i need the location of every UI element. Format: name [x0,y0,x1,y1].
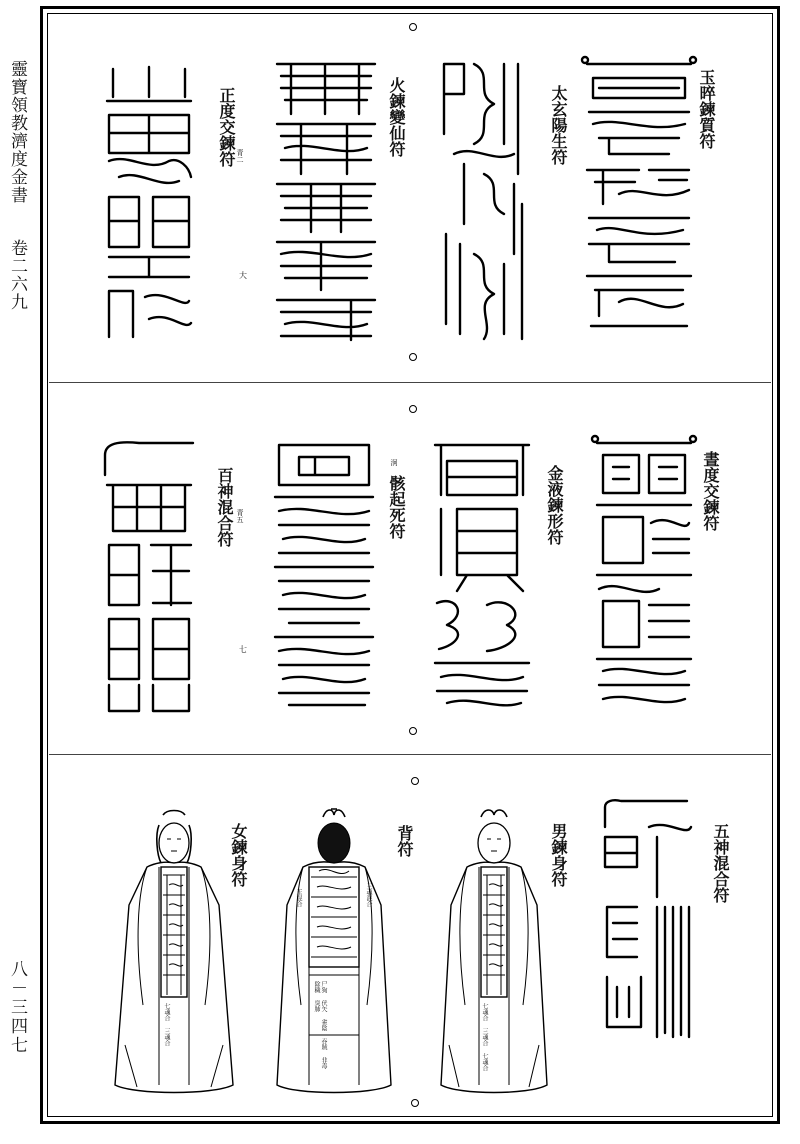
talisman-label: 晝度交鍊符 [701,451,720,531]
talisman-label: 太玄陽生符 [549,85,568,165]
talisman-label: 五神混合符 [711,823,730,903]
talisman-label: 骸起死符 [387,475,406,539]
talisman-mark: 七 [239,645,247,654]
talisman-label: 男鍊身符 [549,823,568,887]
talisman-label: 火鍊變仙符 [387,77,406,157]
ring-mark [411,1099,419,1107]
back-figure [269,805,399,1109]
book-title-margin [5,60,29,311]
talisman-drawing [597,797,697,1047]
back-inscription-lower: 尸狗 伏矢 雀陰 吞賊 非毒 除穢 臭肺 [313,981,327,1069]
sash-inscription: 七魂合 三魂合 七魂合 [481,1003,488,1071]
figures-panel [49,754,771,1122]
male-figure [429,805,559,1109]
talisman-drawing [271,54,381,344]
ring-mark [409,23,417,31]
talisman-drawing [99,57,199,347]
talisman-drawing [427,435,537,715]
sash-inscription: 七魂合 三魂合 [163,1003,170,1046]
talisman-drawing [579,54,699,334]
ring-mark [409,353,417,361]
ring-mark [411,777,419,785]
talisman-note: 青五 [236,509,244,523]
talisman-drawing [269,435,379,715]
volume-number: 卷二六九 [7,239,27,311]
talisman-note: 青二 [236,149,244,163]
back-inscription-left: 玉混合 [295,889,302,907]
book-title: 靈寶領教濟度金書 [7,60,27,204]
ring-mark [409,727,417,735]
talisman-note: 泂 [390,459,398,466]
talisman-label: 女鍊身符 [229,823,248,887]
talisman-label: 背符 [395,825,414,857]
talisman-label: 百神混合符 [215,467,234,547]
talisman-label: 玉晬鍊質符 [697,69,716,149]
back-inscription-right: 三魂混合 [365,883,372,907]
female-figure [109,805,239,1109]
talisman-mark: 大 [239,271,247,280]
talisman-drawing [434,54,534,344]
ring-mark [409,405,417,413]
page-frame [40,6,780,1124]
page-number: 八－三四七 [7,960,27,1055]
talisman-panel-2 [49,382,771,753]
talisman-drawing [589,433,699,713]
talisman-drawing [99,435,199,715]
talisman-label: 金液鍊形符 [545,465,564,545]
talisman-panel-1 [49,9,771,379]
talisman-label: 正度交鍊符 [217,87,236,167]
